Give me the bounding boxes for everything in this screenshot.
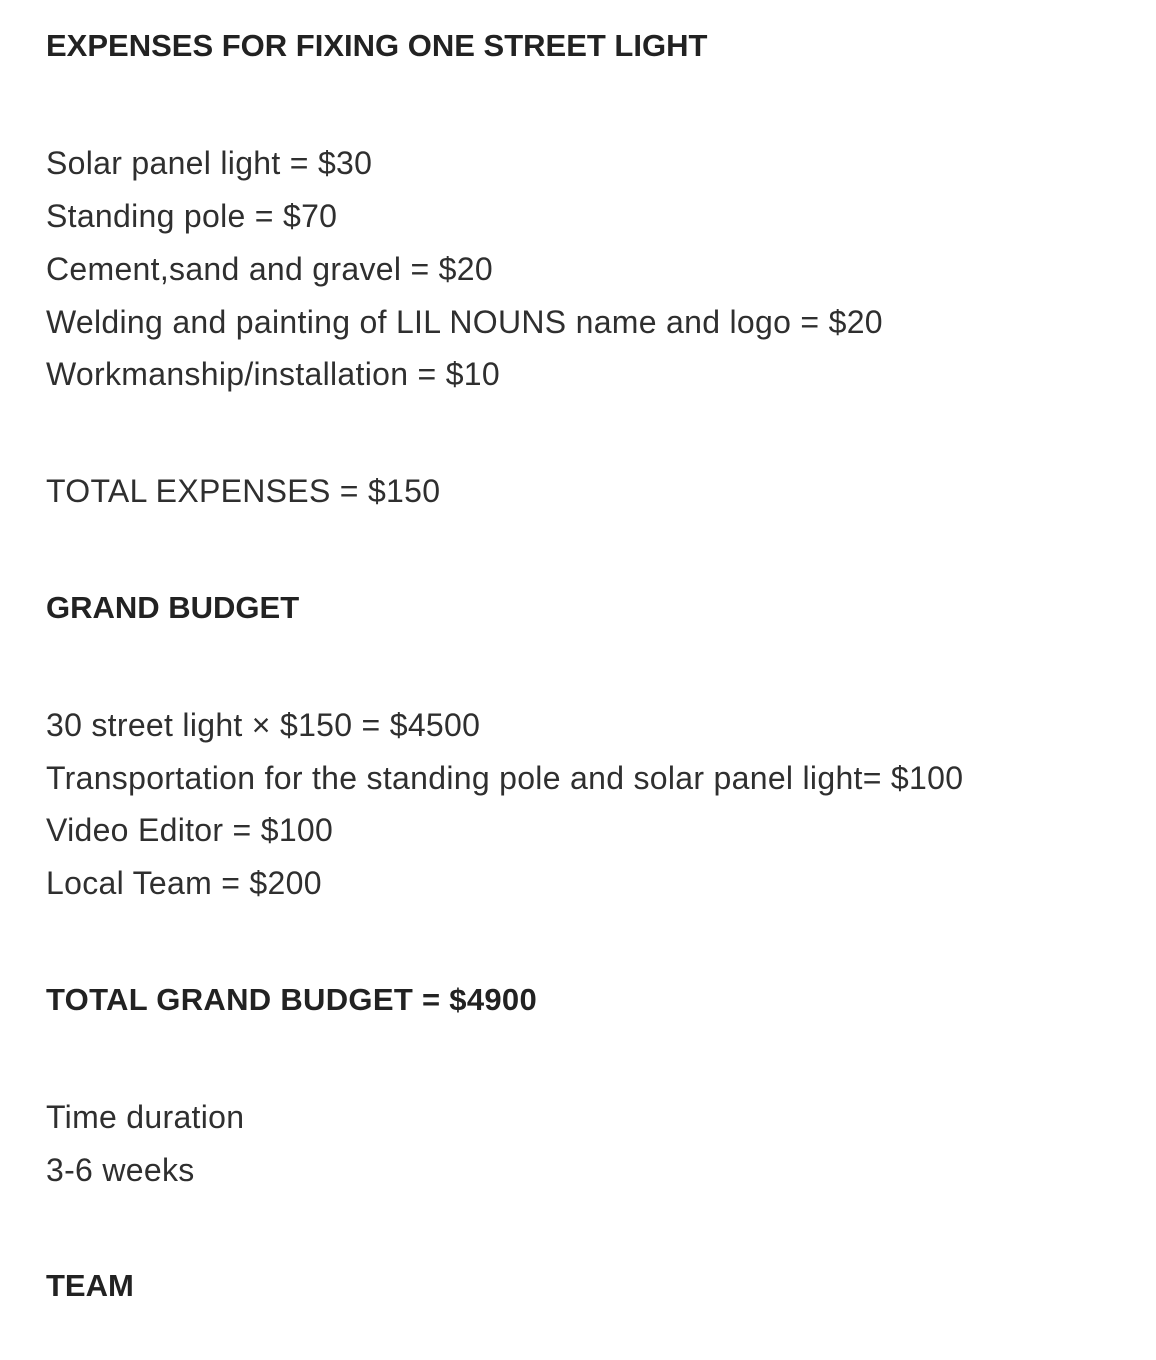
- expenses-heading: EXPENSES FOR FIXING ONE STREET LIGHT: [46, 28, 708, 63]
- budget-item-transportation: Transportation for the standing pole and solar panel light= $100: [46, 760, 964, 796]
- total-expenses: TOTAL EXPENSES = $150: [46, 473, 441, 509]
- total-grand-budget: TOTAL GRAND BUDGET = $4900: [46, 982, 537, 1017]
- budget-item-street-lights: 30 street light × $150 = $4500: [46, 707, 481, 743]
- grand-budget-heading: GRAND BUDGET: [46, 590, 300, 625]
- time-duration-label: Time duration: [46, 1099, 245, 1135]
- expense-item-workmanship: Workmanship/installation = $10: [46, 356, 500, 392]
- budget-item-local-team: Local Team = $200: [46, 865, 322, 901]
- time-duration-value: 3-6 weeks: [46, 1152, 195, 1188]
- expense-item-solar-panel: Solar panel light = $30: [46, 145, 373, 181]
- team-heading: TEAM: [46, 1268, 134, 1303]
- budget-item-video-editor: Video Editor = $100: [46, 812, 334, 848]
- expense-item-cement: Cement,sand and gravel = $20: [46, 251, 493, 287]
- expense-item-welding: Welding and painting of LIL NOUNS name and logo = $20: [46, 304, 883, 340]
- expense-item-standing-pole: Standing pole = $70: [46, 198, 338, 234]
